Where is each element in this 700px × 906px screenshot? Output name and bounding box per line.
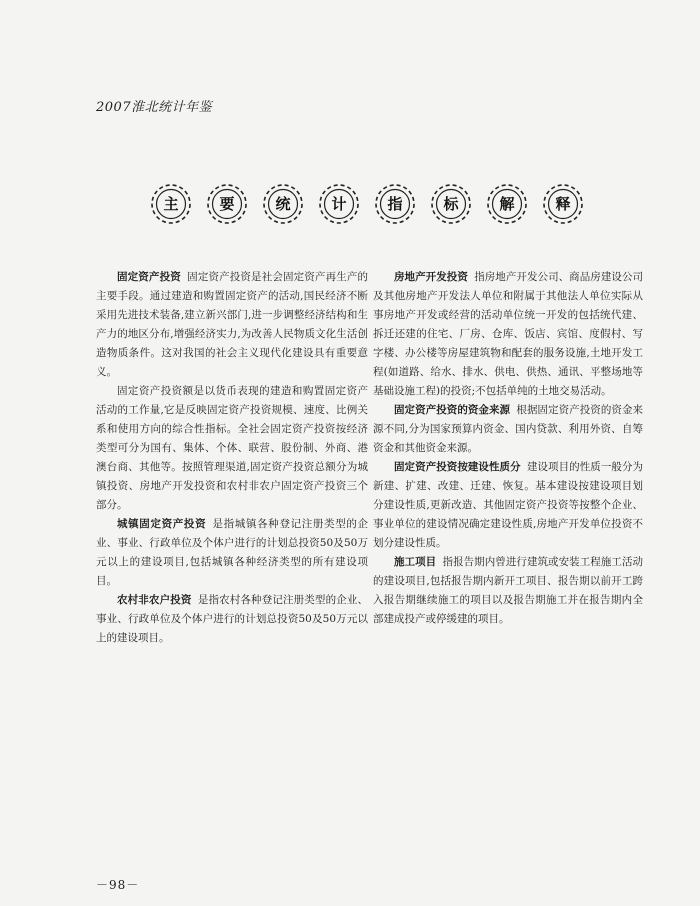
term-text: 固定资产投资额是以货币表现的建造和购置固定资产活动的工作量,它是反映固定资产投资规模、速度、比例关系和使用方向的综合性指标。全社会固定资产投资按经济类型可分为国有、集体、个体、联营、股份制、外商、港澳台商、其他等。按照管理渠道,固定资产投资总额分为城镇投资、房地产开发投资和农村非农户固定资产投资三个部分。: [96, 385, 368, 511]
title-char: 要: [219, 195, 235, 213]
title-char: 标: [443, 195, 459, 213]
definition-paragraph: [96, 268, 368, 382]
title-char: 释: [555, 195, 571, 213]
term-heading: 城镇固定资产投资: [117, 518, 207, 530]
term-heading: 固定资产投资: [117, 271, 181, 283]
page-number: －98－: [96, 878, 140, 892]
definition-paragraph: [96, 591, 368, 648]
definition-paragraph: [96, 382, 368, 515]
title-char: 统: [275, 195, 291, 213]
title-badge: [374, 183, 416, 225]
title-char: 解: [499, 195, 515, 213]
book-title: 2007淮北统计年鉴: [96, 100, 213, 115]
term-heading: 房地产开发投资: [394, 271, 468, 283]
definition-paragraph: [373, 401, 643, 458]
definition-paragraph: [373, 553, 643, 629]
term-heading: 固定资产投资按建设性质分: [394, 461, 521, 473]
term-text: 是指城镇各种登记注册类型的企业、事业、行政单位及个体户进行的计划总投资50及50万元以上的建设项目,包括城镇各种经济类型的所有建设项目。: [96, 518, 369, 587]
left-column: [96, 268, 368, 648]
term-heading: 农村非农户投资: [117, 594, 192, 606]
definition-paragraph: [373, 268, 643, 401]
title-char: 计: [331, 195, 347, 213]
title-badge: [262, 183, 304, 225]
title-badge: [542, 183, 584, 225]
title-char: 主: [163, 195, 179, 213]
term-heading: 施工项目: [394, 556, 437, 568]
term-text: 指房地产开发公司、商品房建设公司及其他房地产开发法人单位和附属于其他法人单位实际从事房地产开发或经营的活动单位统一开发的包括统代建、拆迁还建的住宅、厂房、仓库、饭店、宾馆、度假村、写字楼、办公楼等房屋建筑物和配套的服务设施,土地开发工程(如道路、给水、排水、供电、供热、通讯、平整场地等基础设施工程)的投资;不包括单纯的土地交易活动。: [373, 271, 644, 397]
term-text: 建设项目的性质一般分为新建、扩建、改建、迁建、恢复。基本建设按建设项目划分建设性质,更新改造、其他固定资产投资等按整个企业、事业单位的建设情况确定建设性质,房地产开发单位投资不划分建设性质。: [373, 461, 643, 549]
section-title: [150, 183, 590, 229]
title-badge: [318, 183, 360, 225]
title-char: 指: [387, 195, 403, 213]
title-badge: [206, 183, 248, 225]
title-badge: [486, 183, 528, 225]
term-text: 是指农村各种登记注册类型的企业、事业、行政单位及个体户进行的计划总投资50及50万元以上的建设项目。: [96, 594, 369, 644]
term-text: 根据固定资产投资的资金来源不同,分为国家预算内资金、国内贷款、利用外资、自筹资金和其他资金来源。: [373, 404, 644, 454]
right-column: [373, 268, 643, 629]
title-badge: [150, 183, 192, 225]
definition-paragraph: [96, 515, 368, 591]
title-badge: [430, 183, 472, 225]
term-text: 固定资产投资是社会固定资产再生产的主要手段。通过建造和购置固定资产的活动,国民经济不断采用先进技术装备,建立新兴部门,进一步调整经济结构和生产力的地区分布,增强经济实力,为改善人民物质文化生活创造物质条件。这对我国的社会主义现代化建设具有重要意义。: [96, 271, 369, 378]
term-text: 指报告期内曾进行建筑或安装工程施工活动的建设项目,包括报告期内新开工项目、报告期以前开工跨入报告期继续施工的项目以及报告期施工并在报告期内全部建成投产或停缓建的项目。: [373, 556, 643, 625]
definition-paragraph: [373, 458, 643, 553]
term-heading: 固定资产投资的资金来源: [394, 404, 511, 416]
